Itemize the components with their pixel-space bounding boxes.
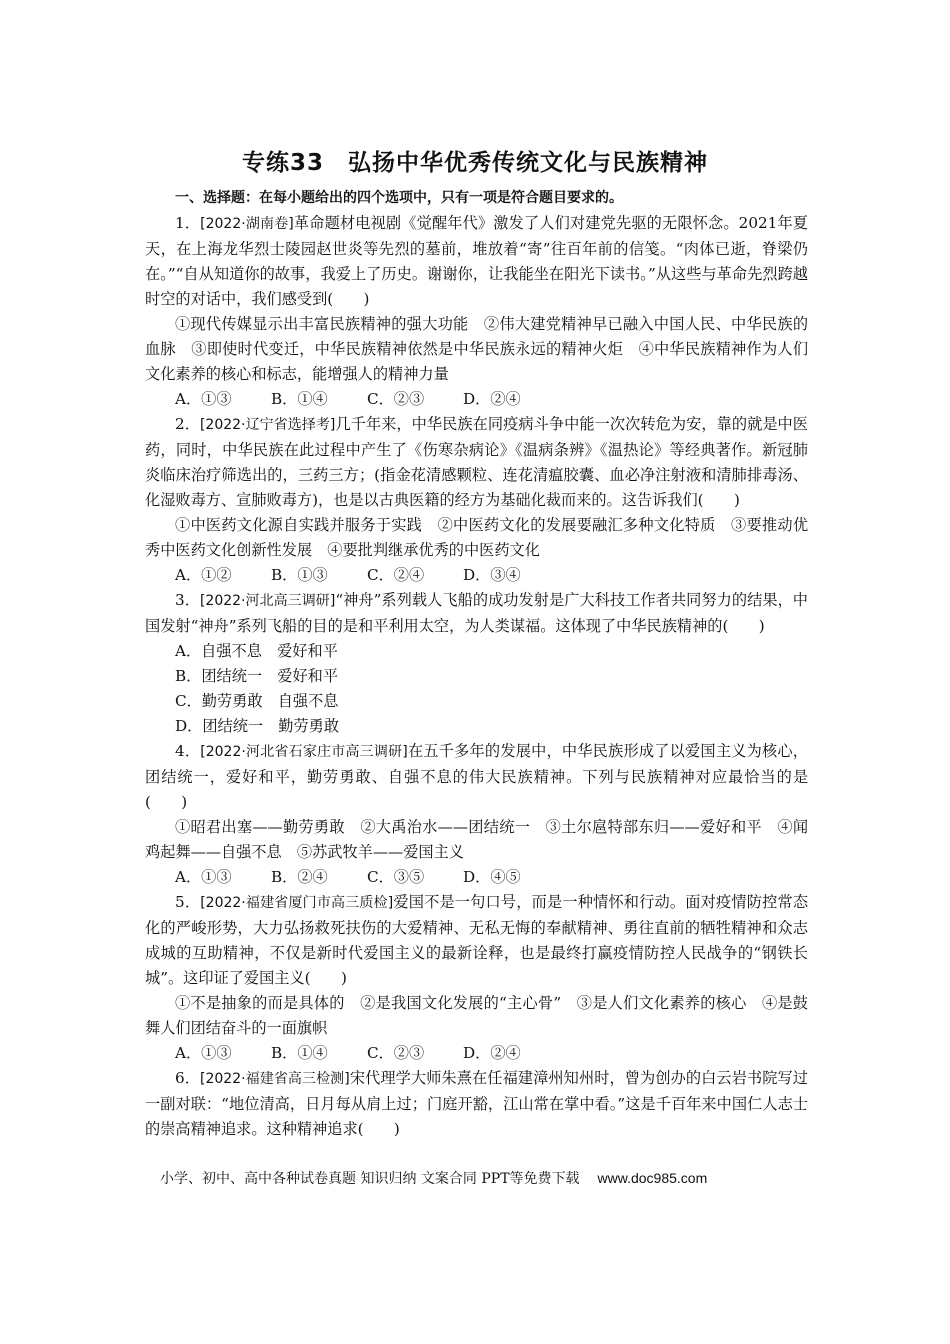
option-a[interactable]: A．①③	[175, 390, 232, 408]
question-number: 5．	[175, 893, 201, 911]
option-c[interactable]: C．②③	[367, 390, 425, 408]
question-number: 4．	[175, 742, 201, 760]
question-source: [2022·福建省高三检测]	[200, 1071, 350, 1087]
footer-site-link[interactable]: www.doc985.com	[597, 1170, 708, 1186]
question-1	[145, 211, 808, 412]
option-d[interactable]: D．④⑤	[463, 868, 521, 886]
option-c[interactable]: C．②③	[367, 1044, 425, 1062]
question-number: 1．	[175, 214, 201, 232]
option-d[interactable]: D．团结统一 勤劳勇敢	[175, 717, 340, 735]
option-c[interactable]: C．②④	[367, 566, 425, 584]
page-title: 专练33 弘扬中华优秀传统文化与民族精神	[241, 150, 708, 176]
question-number: 6．	[175, 1069, 201, 1087]
option-d[interactable]: D．③④	[463, 566, 521, 584]
question-source: [2022·湖南卷]	[200, 216, 294, 232]
question-6	[145, 1066, 808, 1142]
exam-content	[145, 186, 808, 1142]
question-stem	[145, 412, 808, 513]
question-stem	[145, 1066, 808, 1142]
option-b[interactable]: B．团结统一 爱好和平	[175, 667, 339, 685]
footer-text: 小学、初中、高中各种试卷真题 知识归纳 文案合同 PPT等免费下载	[160, 1171, 580, 1187]
option-b[interactable]: B．①③	[271, 566, 328, 584]
question-source: [2022·河北省石家庄市高三调研]	[200, 744, 408, 760]
question-source: [2022·河北高三调研]	[199, 593, 336, 609]
option-b[interactable]: B．①④	[271, 390, 328, 408]
options-row	[145, 1041, 808, 1066]
question-statements: ①不是抽象的而是具体的 ②是我国文化发展的“主心骨” ③是人们文化素养的核心 ④是鼓舞人们团结奋斗的一面旗帜	[145, 994, 808, 1037]
question-text: “神舟”系列载人飞船的成功发射是广大科技工作者共同努力的结果，中国发射“神舟”系列飞船的目的是和平利用太空，为人类谋福。这体现了中华民族精神的( )	[145, 591, 808, 635]
options-row	[145, 387, 808, 412]
question-text: 爱国不是一句口号，而是一种情怀和行动。面对疫情防控常态化的严峻形势，大力弘扬救死扶伤的大爱精神、无私无悔的奉献精神、勇往直前的牺牲精神和众志成城的互助精神，不仅是新时代爱国主义的最新诠释，也是最终打赢疫情防控人民战争的“钢铁长城”。这印证了爱国主义( )	[145, 893, 809, 987]
question-4	[145, 739, 808, 890]
question-source: [2022·福建省厦门市高三质检]	[200, 895, 394, 911]
question-5	[145, 890, 808, 1066]
question-text: 在五千多年的发展中，中华民族形成了以爱国主义为核心，团结统一，爱好和平，勤劳勇敢、自强不息的伟大民族精神。下列与民族精神对应最恰当的是( )	[145, 742, 808, 811]
options-row	[145, 563, 808, 588]
option-a[interactable]: A．①②	[175, 566, 232, 584]
option-b[interactable]: B．②④	[271, 868, 328, 886]
option-a[interactable]: A．①③	[175, 1044, 232, 1062]
section-header: 一、选择题：在每小题给出的四个选项中，只有一项是符合题目要求的。	[175, 190, 623, 206]
question-number: 3．	[175, 591, 200, 609]
options-row	[145, 865, 808, 890]
question-statements: ①现代传媒显示出丰富民族精神的强大功能 ②伟大建党精神早已融入中国人民、中华民族的血脉 ③即使时代变迁，中华民族精神依然是中华民族永远的精神火炬 ④中华民族精神作为人们文化素养的核心和标志，能增强人的精神力量	[145, 315, 808, 383]
question-statements: ①昭君出塞——勤劳勇敢 ②大禹治水——团结统一 ③土尔扈特部东归——爱好和平 ④闻鸡起舞——自强不息 ⑤苏武牧羊——爱国主义	[145, 818, 808, 861]
option-d[interactable]: D．②④	[463, 390, 521, 408]
question-stem	[145, 890, 808, 991]
option-c[interactable]: C．勤劳勇敢 自强不息	[175, 692, 339, 710]
question-stem	[145, 588, 808, 639]
option-c[interactable]: C．③⑤	[367, 868, 425, 886]
option-a[interactable]: A．自强不息 爱好和平	[175, 642, 338, 660]
option-b[interactable]: B．①④	[271, 1044, 328, 1062]
question-statements: ①中医药文化源自实践并服务于实践 ②中医药文化的发展要融汇多种文化特质 ③要推动优秀中医药文化创新性发展 ④要批判继承优秀的中医药文化	[145, 516, 808, 559]
question-source: [2022·辽宁省选择考]	[199, 417, 336, 433]
page-footer	[160, 1168, 860, 1188]
question-stem	[145, 211, 808, 312]
question-text: 宋代理学大师朱熹在任福建漳州知州时，曾为创办的白云岩书院写过一副对联：“地位清高，日月每从肩上过；门庭开豁，江山常在掌中看。”这是千百年来中国仁人志士的崇高精神追求。这种精神追求( )	[145, 1069, 808, 1138]
question-3	[145, 588, 808, 739]
option-a[interactable]: A．①③	[175, 868, 232, 886]
question-number: 2．	[175, 415, 200, 433]
question-text: 几千年来，中华民族在同疫病斗争中能一次次转危为安，靠的就是中医药，同时，中华民族在此过程中产生了《伤寒杂病论》《温病条辨》《温热论》等经典著作。新冠肺炎临床治疗筛选出的，三药三方；(指金花清感颗粒、连花清瘟胶囊、血必净注射液和清肺排毒汤、化湿败毒方、宣肺败毒方)，也是以古典医籍的经方为基础化裁而来的。这告诉我们( )	[145, 415, 808, 509]
question-2	[145, 412, 808, 588]
option-d[interactable]: D．②④	[463, 1044, 521, 1062]
question-stem	[145, 739, 808, 815]
question-text: 革命题材电视剧《觉醒年代》激发了人们对建党先驱的无限怀念。2021年夏天，在上海龙华烈士陵园赵世炎等先烈的墓前，堆放着“寄”往百年前的信笺。“肉体已逝，脊梁仍在。”“自从知道你的故事，我爱上了历史。谢谢你，让我能坐在阳光下读书。”从这些与革命先烈跨越时空的对话中，我们感受到( )	[145, 214, 808, 308]
